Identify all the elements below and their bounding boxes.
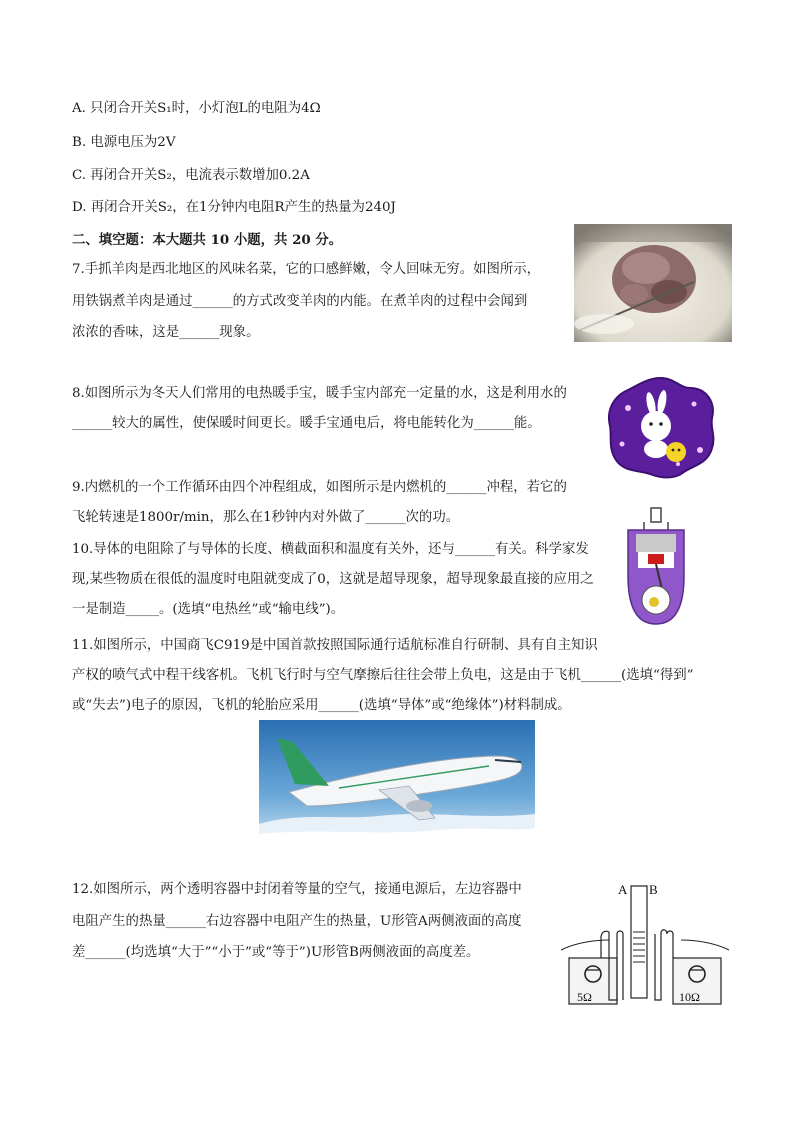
left-resistor-label: 5Ω: [577, 990, 592, 1004]
option-b: B. 电源电压为2V: [72, 135, 176, 150]
q10-line1: 10.导体的电阻除了与导体的长度、横截面积和温度有关外，还与______有关。科学家发: [72, 542, 589, 557]
option-a: A. 只闭合开关S₁时，小灯泡L的电阻为4Ω: [72, 101, 321, 116]
engine-diagram: [624, 506, 688, 628]
q10-line2: 现,某些物质在很低的温度时电阻就变成了0，这就是超导现象，超导现象最直接的应用之: [72, 572, 594, 587]
q7-line1: 7.手抓羊肉是西北地区的风味名菜，它的口感鲜嫩，令人回味无穷。如图所示，: [72, 262, 541, 277]
q11-line2: 产权的喷气式中程干线客机。飞机飞行时与空气摩擦后往往会带上负电，这是由于飞机______(选填“得到”: [72, 668, 694, 683]
q7-line2: 用铁锅煮羊肉是通过______的方式改变羊肉的内能。在煮羊肉的过程中会闻到: [72, 294, 528, 309]
hand-warmer-photo: [604, 374, 718, 480]
u-tube-b-label: B: [649, 882, 658, 897]
q9-line1: 9.内燃机的一个工作循环由四个冲程组成，如图所示是内燃机的______冲程，若它的: [72, 480, 567, 495]
q8-line2: ______较大的属性，使保暖时间更长。暖手宝通电后，将电能转化为______能。: [72, 416, 541, 431]
u-tube-a-label: A: [618, 882, 628, 897]
q12-line2: 电阻产生的热量______右边容器中电阻产生的热量，U形管A两侧液面的高度: [72, 914, 522, 929]
q9-line2: 飞轮转速是1800r/min，那么在1秒钟内对外做了______次的功。: [72, 510, 460, 525]
option-d: D. 再闭合开关S₂，在1分钟内电阻R产生的热量为240J: [72, 200, 396, 215]
q11-line1: 11.如图所示，中国商飞C919是中国首款按照国际通行适航标准自行研制、具有自主知识: [72, 638, 598, 653]
section-heading: 二、填空题：本大题共 10 小题，共 20 分。: [72, 232, 343, 248]
right-resistor-label: 10Ω: [679, 990, 700, 1004]
q10-line3: 一是制造_____。(选填“电热丝”或“输电线”)。: [72, 602, 345, 617]
option-c: C. 再闭合开关S₂，电流表示数增加0.2A: [72, 168, 310, 183]
lamb-pot-photo: [574, 224, 732, 342]
joule-heat-apparatus-diagram: [557, 880, 733, 1008]
q12-line3: 差______(均选填“大于”“小于”或“等于”)U形管B两侧液面的高度差。: [72, 945, 480, 960]
q12-line1: 12.如图所示，两个透明容器中封闭着等量的空气，接通电源后，左边容器中: [72, 882, 522, 897]
q8-line1: 8.如图所示为冬天人们常用的电热暖手宝，暖手宝内部充一定量的水，这是利用水的: [72, 386, 567, 401]
q11-line3: 或“失去”)电子的原因，飞机的轮胎应采用______(选填“导体”或“绝缘体”)材料制成。: [72, 698, 571, 713]
q7-line3: 浓浓的香味，这是______现象。: [72, 325, 260, 340]
c919-airplane-photo: [259, 720, 535, 846]
